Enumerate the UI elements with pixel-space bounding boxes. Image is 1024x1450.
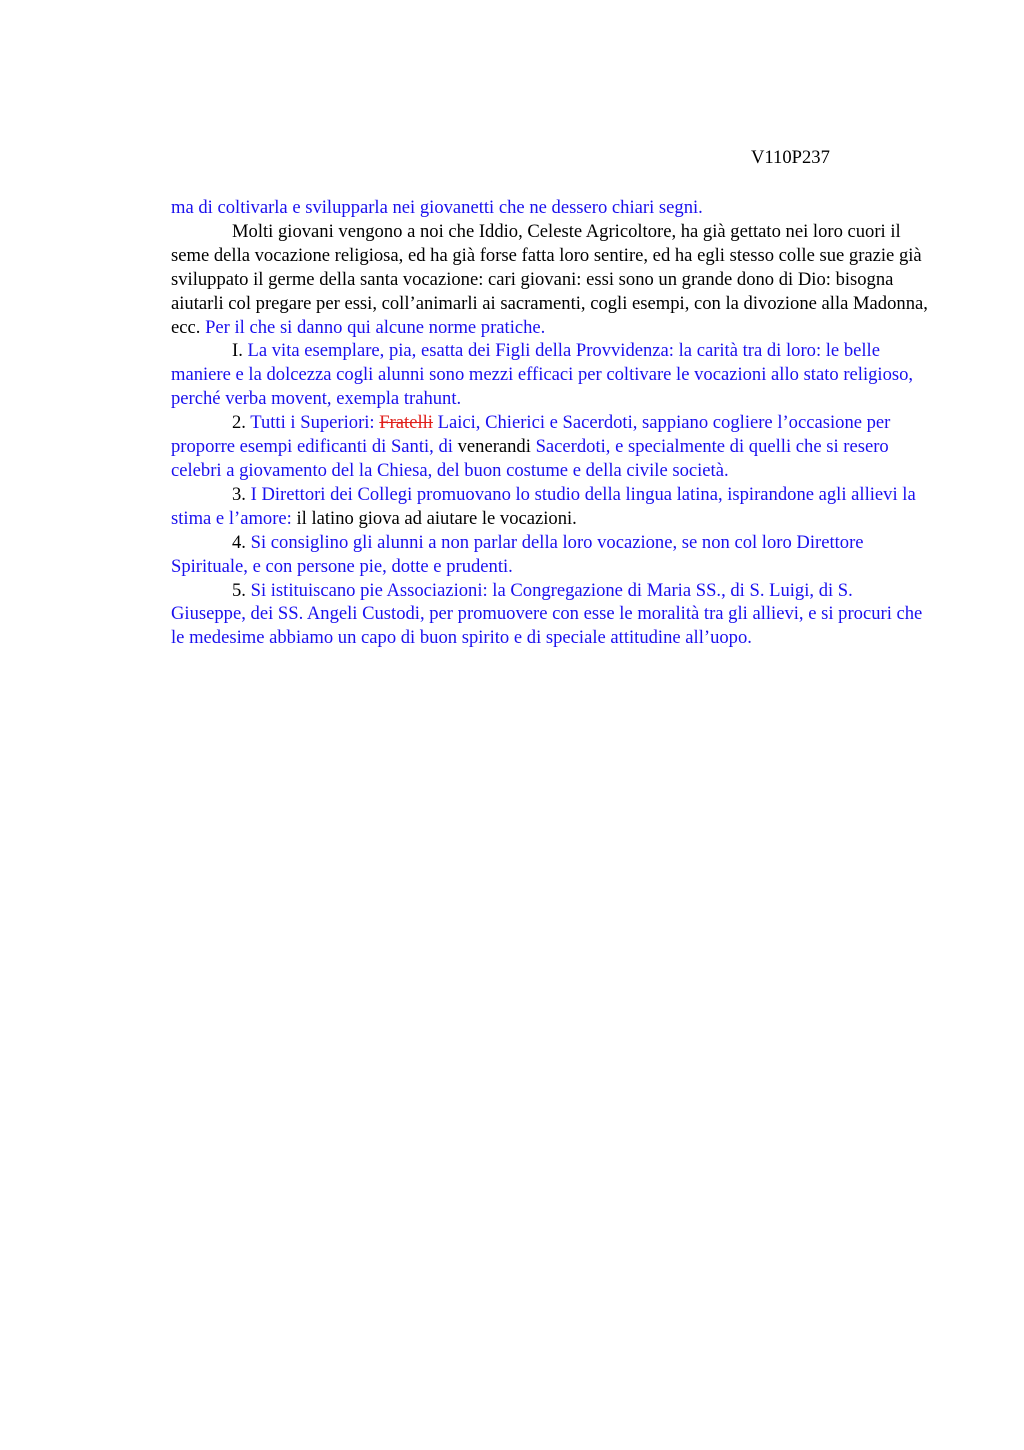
added-text: Si consiglino gli alunni a non parlar della loro vocazione, se non col loro Direttore Spirituale, e con persone pie, dotte e prudenti.	[171, 531, 864, 577]
added-text: Si istituiscano pie Associazioni: la Congregazione di Maria SS., di S. Luigi, di S. Giuseppe, dei SS. Angeli Custodi, per promuovere con esse le moralità tra gli allievi, e si procuri che le medesime abbiamo un capo di buon spirito e di speciale attitudine all’uopo.	[171, 579, 923, 649]
norm-item-4	[171, 531, 931, 579]
item-number: I.	[232, 340, 243, 362]
paragraph-continuation	[171, 196, 931, 220]
document-body	[171, 196, 931, 650]
original-text: venerandi	[457, 436, 531, 458]
item-number: 4.	[232, 531, 246, 553]
paragraph-intro	[171, 220, 931, 340]
deleted-text: Fratelli	[379, 412, 433, 434]
added-text: Per il che si danno qui alcune norme pratiche.	[205, 316, 546, 338]
original-text: il latino giova ad aiutare le vocazioni.	[296, 507, 577, 529]
added-text: Tutti i Superiori:	[250, 412, 375, 434]
added-text: Sacerdoti, e specialmente di quelli che si resero celebri a giovamento del la Chiesa, del buon costume e della civile società.	[171, 436, 889, 481]
item-number: 2.	[232, 412, 246, 434]
page-reference: V110P237	[751, 147, 830, 168]
added-text: La vita esemplare, pia, esatta dei Figli della Provvidenza: la carità tra di loro: le belle maniere e la dolcezza cogli alunni sono mezzi efficaci per coltivare le vocazioni allo stato religioso, perché verba movent, exempla trahunt.	[171, 340, 914, 410]
added-text: ma di coltivarla e svilupparla nei giovanetti che ne dessero chiari segni.	[171, 197, 703, 218]
norm-item-2	[171, 411, 931, 483]
added-text: I Direttori dei Collegi promuovano lo studio della lingua latina, ispirandone agli allievi la stima e l’amore:	[171, 483, 916, 529]
original-text: Molti giovani vengono a noi che Iddio, Celeste Agricoltore, ha già gettato nei loro cuori il seme della vocazione religiosa, ed ha già forse fatta loro sentire, ed ha egli stesso colle sue grazie già sviluppato il germe della santa vocazione: cari giovani: essi sono un grande dono di Dio: bisogna aiutarli col pregare per essi, coll’animarli ai sacramenti, cogli esempi, con la divozione alla Madonna, ecc.	[171, 220, 928, 338]
item-number: 5.	[232, 579, 246, 601]
norm-item-3	[171, 483, 931, 531]
added-text: Laici, Chierici e Sacerdoti, sappiano cogliere l’occasione per proporre esempi edificanti di Santi, di	[171, 412, 891, 458]
norm-item-1	[171, 339, 931, 411]
item-number: 3.	[232, 483, 246, 505]
norm-item-5	[171, 579, 931, 651]
